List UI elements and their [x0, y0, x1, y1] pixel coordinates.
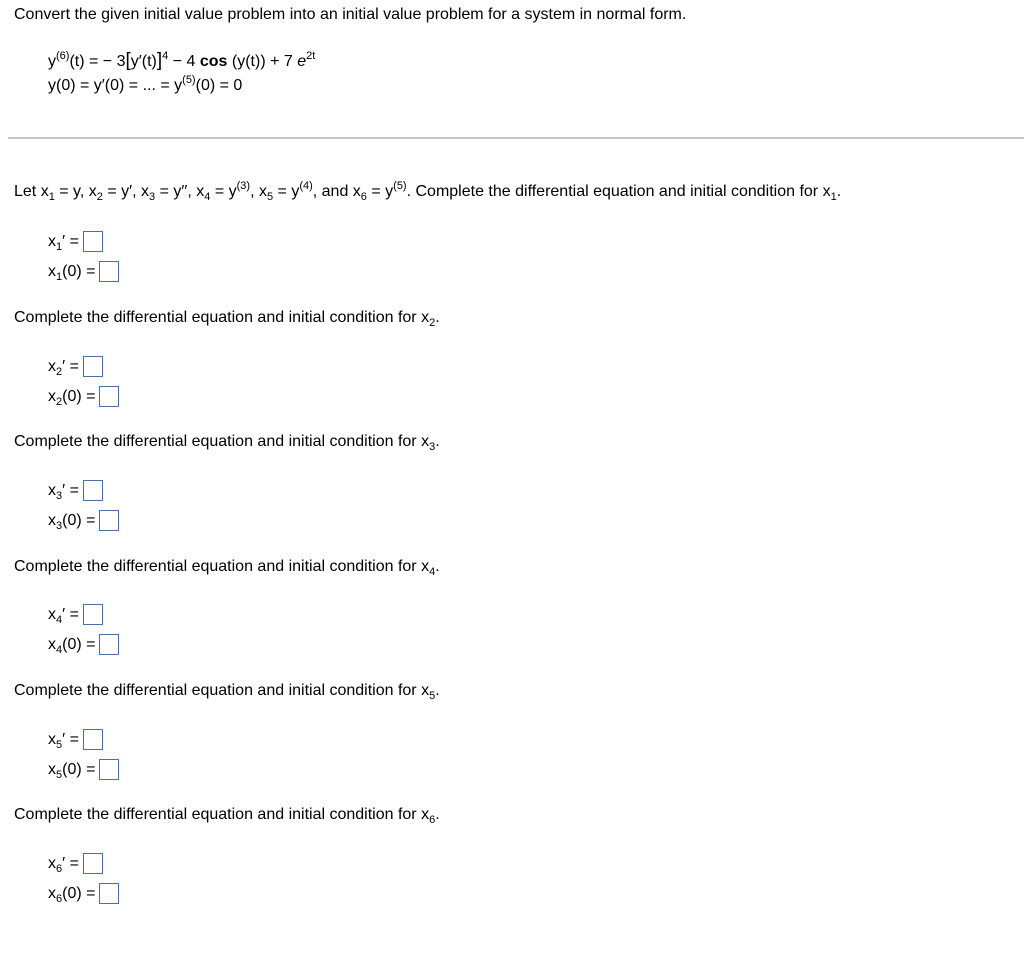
x1-derivative-row: $x_1'$ =: [48, 231, 103, 252]
prompt-x2: Complete the differential equation and initial condition for $x_2$.: [14, 309, 440, 329]
x3-initial-input[interactable]: [99, 510, 119, 531]
x5-derivative-input[interactable]: [83, 729, 103, 750]
x4-derivative-row: $x_4'$ =: [48, 604, 103, 625]
x2-initial-row: $x_2(0)$ =: [48, 386, 119, 407]
ode-equation: $y^{(6)}(t)$ = − $3[y'(t)]^4 - 4$ cos (y(t)) + 7 $e^{2t}$: [48, 50, 316, 71]
x2-initial-input[interactable]: [99, 386, 119, 407]
x5-initial-input[interactable]: [99, 759, 119, 780]
prompt-x5: Complete the differential equation and initial condition for $x_5$.: [14, 682, 440, 702]
x6-derivative-input[interactable]: [83, 853, 103, 874]
x3-derivative-input[interactable]: [83, 480, 103, 501]
x1-initial-row: $x_1(0)$ =: [48, 261, 119, 282]
substitution-statement: Let $x_1 = y$, $x_2 = y'$, $x_3 = y''$, $x_4 = y^{(3)}$, $x_5 = y^{(4)}$, and $x_6 = y^{(5)}$. Complete the differential equation and initial condition for $x_1$.: [14, 180, 842, 203]
x1-derivative-input[interactable]: [83, 231, 103, 252]
x5-initial-row: $x_5(0)$ =: [48, 759, 119, 780]
problem-intro: Convert the given initial value problem into an initial value problem for a system in normal form.: [14, 6, 687, 23]
x1-initial-input[interactable]: [99, 261, 119, 282]
initial-conditions: y(0) = y′(0) = ... = $y^{(5)}(0) = 0$: [48, 74, 243, 94]
section-divider: [8, 137, 1024, 139]
x4-derivative-input[interactable]: [83, 604, 103, 625]
x3-initial-row: $x_3(0)$ =: [48, 510, 119, 531]
x4-initial-row: $x_4(0)$ =: [48, 634, 119, 655]
x6-initial-input[interactable]: [99, 883, 119, 904]
x2-derivative-row: $x_2'$ =: [48, 356, 103, 377]
x4-initial-input[interactable]: [99, 634, 119, 655]
prompt-x4: Complete the differential equation and initial condition for $x_4$.: [14, 558, 440, 578]
x5-derivative-row: $x_5'$ =: [48, 729, 103, 750]
prompt-x6: Complete the differential equation and initial condition for $x_6$.: [14, 806, 440, 826]
x3-derivative-row: $x_3'$ =: [48, 480, 103, 501]
prompt-x3: Complete the differential equation and initial condition for $x_3$.: [14, 433, 440, 453]
x2-derivative-input[interactable]: [83, 356, 103, 377]
x6-derivative-row: $x_6'$ =: [48, 853, 103, 874]
x6-initial-row: $x_6(0)$ =: [48, 883, 119, 904]
